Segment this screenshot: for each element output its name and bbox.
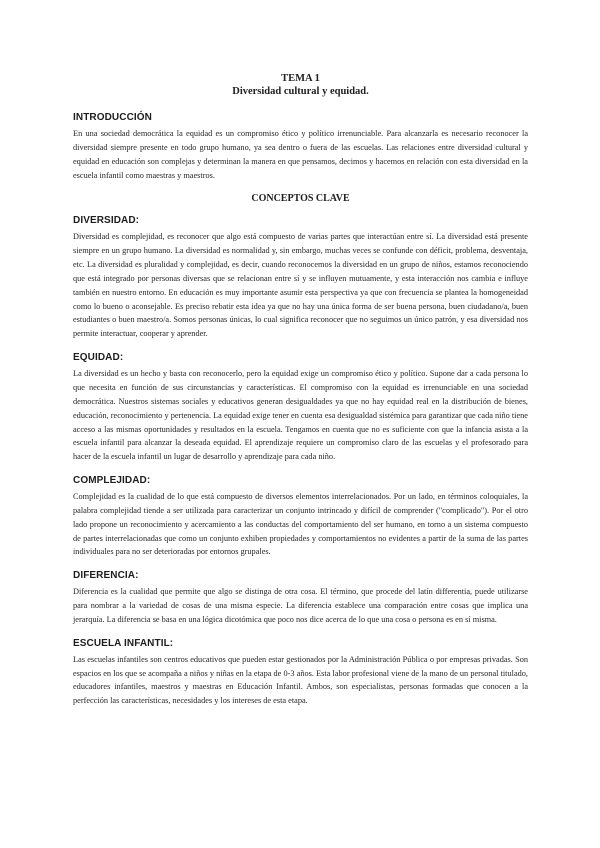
section-heading: COMPLEJIDAD: — [73, 475, 151, 487]
section-paragraph: Complejidad es la cualidad de lo que está compuesto de diversos elementos interrelacionados. Por un lado, en términos coloquiales, la palabra complejidad tiende a ser utilizada para caracterizar un conjunto intrincado y difícil de comprender ("complicado"). Por el otro lado propone un reconocimiento y acercamiento a las conductas del comportamiento del ser humano, en torno a un sistema compuesto de partes interrelacionadas que como un conjunto exhiben propiedades y comportamientos no evidentes a partir de la suma de las partes individuales para no ser deterioradas por entornos grupales. — [73, 492, 528, 557]
section-paragraph: La diversidad es un hecho y basta con reconocerlo, pero la equidad exige un compromiso ético y político. Supone dar a cada persona lo que necesita en función de sus circunstancias y características. El compromiso con la equidad es irrenunciable en una sociedad democrática. Nuestros sistemas sociales y educativos generan desigualdades ya que no hay equidad real en la distribución de bienes, educación, reconocimiento y pertenencia. La equidad exige tener en cuenta esa desigualdad sistémica para garantizar que cada niño tiene acceso a las mismas oportunidades y resultados en la escuela. Tengamos en cuenta que no es suficiente con que la infancia asista a la escuela infantil para alcanzar la deseada equidad. El aprendizaje requiere un compromiso claro de las escuelas y el profesorado para hacer de la escuela infantil un lugar de desarrollo y aprendizaje para cada niño. — [73, 369, 528, 462]
section-introduccion — [73, 112, 528, 182]
section-paragraph: En una sociedad democrática la equidad es un compromiso ético y político irrenunciable. Para alcanzarla es necesario reconocer la diversidad siempre presente en todo grupo humano, ya sea dentro o fuera de las escuelas. Las relaciones entre diversidad cultural y equidad en educación son complejas y determinan la manera en que pensamos, decimos y hacemos en relación con esta diversidad en la escuela infantil como maestras y maestros. — [73, 129, 528, 180]
document-subtitle: Diversidad cultural y equidad. — [232, 86, 369, 97]
section-heading: ESCUELA INFANTIL: — [73, 637, 174, 649]
section-equidad — [73, 352, 528, 464]
conceptos-clave-heading: CONCEPTOS CLAVE — [251, 193, 350, 205]
section-diversidad — [73, 215, 528, 341]
section-escuela-infantil — [73, 638, 528, 708]
section-paragraph: Diversidad es complejidad, es reconocer que algo está compuesto de varias partes que interactúan entre sí. La diversidad está presente siempre en un grupo humano. La diversidad es normalidad y, sin embargo, muchas veces se confunde con déficit, problema, desventaja, etc. La diversidad es pluralidad y complejidad, es decir, cuando reconocemos la diversidad en un grupo de niños, estamos reconociendo que está integrado por personas diversas que se relacionan entre sí y se influyen mutuamente, y esta interacción nos cambia e influye también en nuestro entorno. En educación es muy importante asumir esta perspectiva ya que con frecuencia se plantea la homogeneidad como lo bueno o aconsejable. Es preciso rebatir esta idea ya que no hay una única forma de ser buena persona, buen ciudadano/a, buen estudiantes o buen maestro/a. Somos personas únicas, lo cual significa reconocer que no seguimos un único patrón, y esa diversidad nos permite interactuar, cooperar y aprender. — [73, 232, 528, 339]
section-heading: EQUIDAD: — [73, 352, 124, 364]
section-complejidad — [73, 475, 528, 559]
section-heading: INTRODUCCIÓN — [73, 112, 152, 123]
section-paragraph: Diferencia es la cualidad que permite que algo se distinga de otra cosa. El término, que procede del latín differentia, puede utilizarse para nombrar a la variedad de cosas de una misma especie. La diferencia establece una comparación entre cosas que implica una jerarquía. La diferencia se basa en una lógica dicotómica que poco nos dice acerca de lo que una cosa o persona es en sí misma. — [73, 587, 528, 624]
section-heading: DIFERENCIA: — [73, 570, 139, 582]
section-diferencia — [73, 570, 528, 627]
section-paragraph: Las escuelas infantiles son centros educativos que pueden estar gestionados por la Administración Pública o por empresas privadas. Son espacios en los que se acompaña a niños y niñas en la etapa de 0-3 años. Esta labor profesional viene de la mano de un personal titulado, educadores infantiles, maestros y maestras en Educación Infantil. Ambos, son especialistas, personas formadas que conocen a la perfección las características, necesidades y los intereses de esta etapa. — [73, 654, 528, 706]
section-heading: DIVERSIDAD: — [73, 215, 140, 227]
document-body — [73, 72, 528, 708]
document-title: TEMA 1 — [281, 73, 320, 84]
